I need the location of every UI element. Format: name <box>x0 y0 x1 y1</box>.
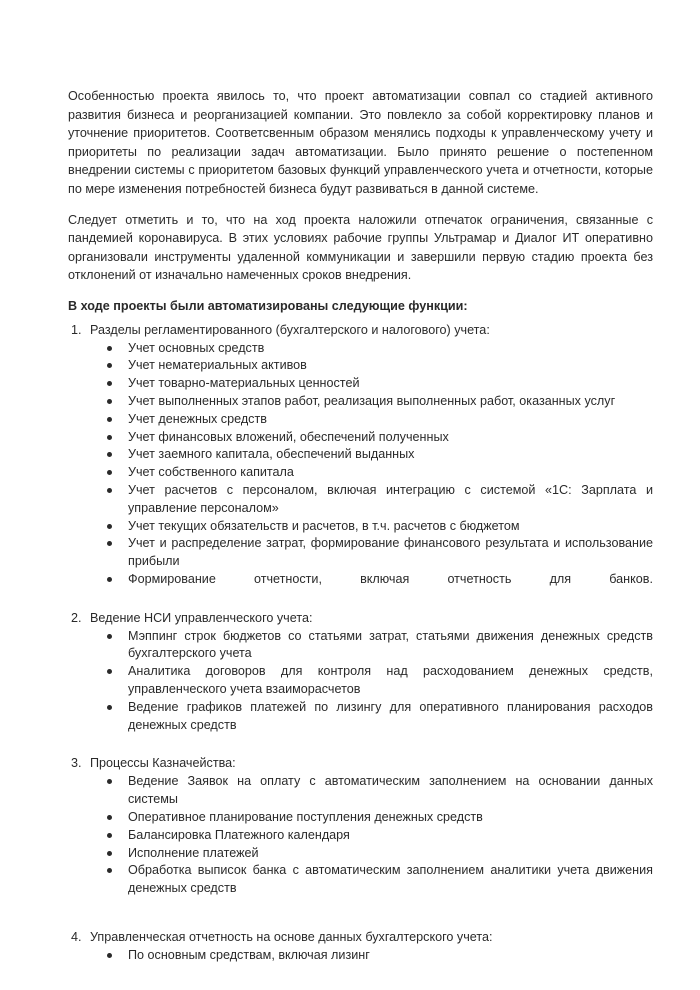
bullet-icon <box>107 815 112 820</box>
bullet-icon <box>107 417 112 422</box>
section-title: Ведение НСИ управленческого учета: <box>90 610 313 625</box>
bullet-icon <box>107 488 112 493</box>
list-item: Аналитика договоров для контроля над расходованием денежных средств, управленческого учета взаиморасчетов <box>90 663 653 699</box>
section-number: 1. <box>71 322 82 337</box>
bullet-icon <box>107 634 112 639</box>
section-title: Процессы Казначейства: <box>90 756 236 771</box>
sections-list <box>68 321 653 965</box>
list-item: Оперативное планирование поступления денежных средств <box>90 809 653 827</box>
list-item-spread <box>90 571 653 589</box>
bullet-icon <box>107 470 112 475</box>
bullet-icon <box>107 381 112 386</box>
bullet-icon <box>107 953 112 958</box>
section-items <box>90 628 653 735</box>
bullet-icon <box>107 833 112 838</box>
document-page <box>68 87 653 965</box>
bullet-icon <box>107 779 112 784</box>
bullet-icon <box>107 669 112 674</box>
list-item: Ведение Заявок на оплату с автоматическим заполнением на основании данных системы <box>90 773 653 809</box>
list-item: Балансировка Платежного календаря <box>90 827 653 845</box>
bullet-icon <box>107 363 112 368</box>
section-1 <box>68 321 653 589</box>
section-items <box>90 947 653 965</box>
list-item: Исполнение платежей <box>90 845 653 863</box>
list-item: Учет собственного капитала <box>90 464 653 482</box>
section-4 <box>68 928 653 965</box>
list-item: Учет товарно-материальных ценностей <box>90 375 653 393</box>
section-items <box>90 773 653 898</box>
bullet-icon <box>107 435 112 440</box>
list-item: По основным средствам, включая лизинг <box>90 947 653 965</box>
list-item: Обработка выписок банка с автоматическим заполнением аналитики учета движения денежных средств <box>90 862 653 898</box>
list-item: Учет выполненных этапов работ, реализация выполненных работ, оказанных услуг <box>90 393 653 411</box>
section-items <box>90 340 653 589</box>
list-item: Учет финансовых вложений, обеспечений полученных <box>90 429 653 447</box>
section-number: 2. <box>71 610 82 625</box>
section-title: Управленческая отчетность на основе данных бухгалтерского учета: <box>90 930 493 945</box>
bullet-icon <box>107 577 112 582</box>
bullet-icon <box>107 705 112 710</box>
list-item: Мэппинг строк бюджетов со статьями затрат, статьями движения денежных средств бухгалтерского учета <box>90 628 653 664</box>
list-item: Учет и распределение затрат, формирование финансового результата и использование прибыли <box>90 535 653 571</box>
bullet-icon <box>107 541 112 546</box>
list-item: Учет нематериальных активов <box>90 357 653 375</box>
section-number: 4. <box>71 930 82 945</box>
intro-paragraph-2: Следует отметить и то, что на ход проекта наложили отпечаток ограничения, связанные с пандемией коронавируса. В этих условиях рабочие группы Ультрамар и Диалог ИТ оперативно организовали инструменты удаленной коммуникации и завершили первую стадию проекта без отклонений от изначально намеченных сроков внедрения. <box>68 212 653 283</box>
bullet-icon <box>107 851 112 856</box>
bullet-icon <box>107 452 112 457</box>
bullet-icon <box>107 399 112 404</box>
functions-heading: В ходе проекты были автоматизированы следующие функции: <box>68 298 468 313</box>
list-item: Ведение графиков платежей по лизингу для оперативного планирования расходов денежных средств <box>90 699 653 735</box>
list-item: Учет заемного капитала, обеспечений выданных <box>90 446 653 464</box>
section-number: 3. <box>71 756 82 771</box>
section-title: Разделы регламентированного (бухгалтерского и налогового) учета: <box>90 322 490 337</box>
bullet-icon <box>107 346 112 351</box>
spread-line: Формирование отчетности, включая отчетность для банков. <box>128 571 653 586</box>
section-2 <box>68 609 653 735</box>
list-item: Учет текущих обязательств и расчетов, в т.ч. расчетов с бюджетом <box>90 518 653 536</box>
list-item: Учет расчетов с персоналом, включая интеграцию с системой «1С: Зарплата и управление персоналом» <box>90 482 653 518</box>
section-3 <box>68 754 653 898</box>
bullet-icon <box>107 868 112 873</box>
bullet-icon <box>107 524 112 529</box>
list-item: Учет основных средств <box>90 340 653 358</box>
intro-paragraph-1: Особенностью проекта явилось то, что проект автоматизации совпал со стадией активного развития бизнеса и реорганизацией компании. Это повлекло за собой корректировку планов и уточнение приоритетов. Соответсвенным образом менялись подходы к управленческому учету и приоритеты по реализации задач автоматизации. Было принято решение о постепенном внедрении системы с приоритетом базовых функций управленческого учета и отчетности, которые по мере изменения потребностей бизнеса будут развиваться в данной системе. <box>68 89 653 196</box>
list-item: Учет денежных средств <box>90 411 653 429</box>
